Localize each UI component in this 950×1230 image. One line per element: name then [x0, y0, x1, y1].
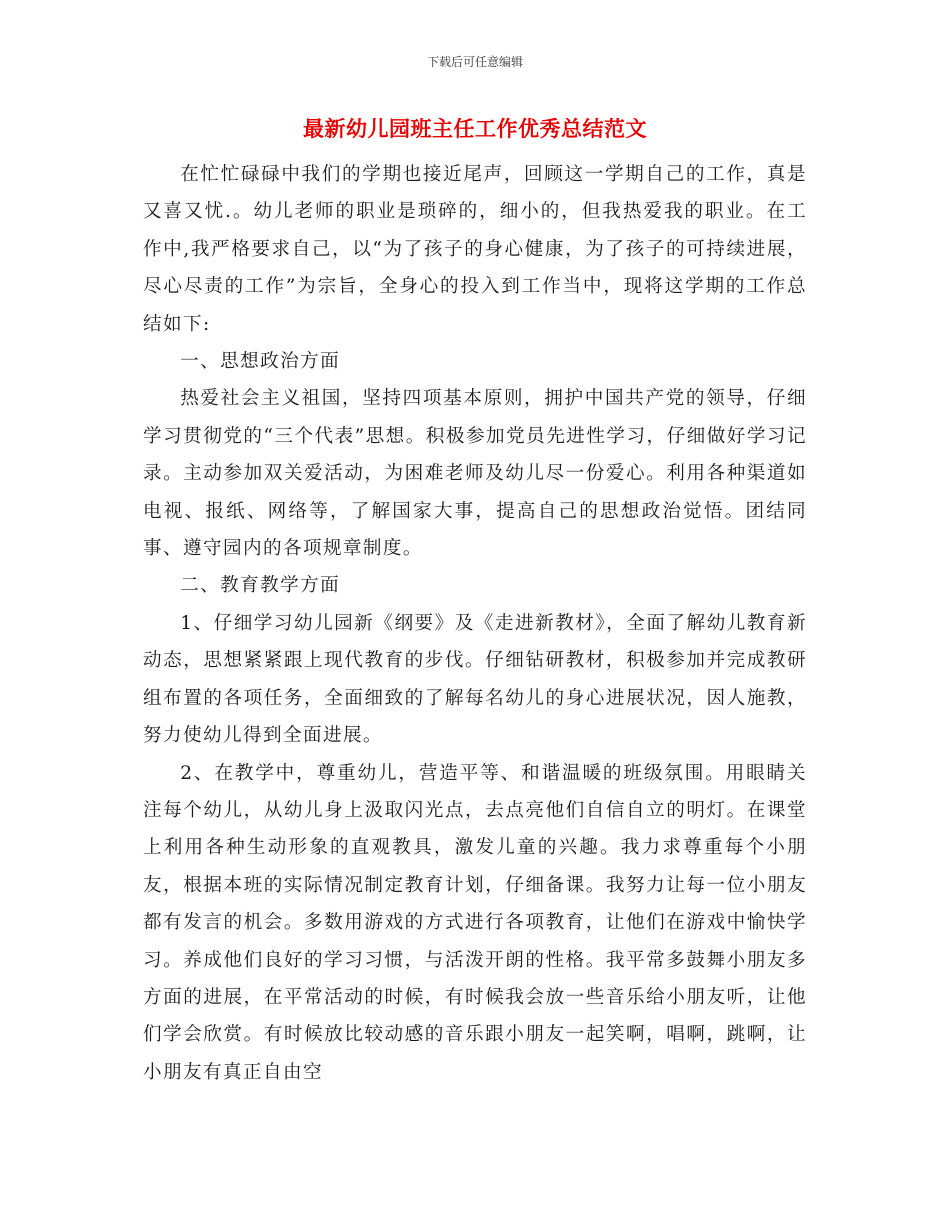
paragraph-political: 热爱社会主义祖国，坚持四项基本原则，拥护中国共产党的领导，仔细学习贯彻党的“三个代表”思想。积极参加党员先进性学习，仔细做好学习记录。主动参加双关爱活动，为困难老师及幼儿尽一份爱心。利用各种渠道如电视、报纸、网络等，了解国家大事，提高自己的思想政治觉悟。团结同事、遵守园内的各项规章制度。: [143, 388, 807, 560]
paragraph-intro: 在忙忙碌碌中我们的学期也接近尾声，回顾这一学期自己的工作，真是又喜又忧.。幼儿老师的职业是琐碎的，细小的，但我热爱我的职业。在工作中,我严格要求自己，以“为了孩子的身心健康，为了孩子的可持续进展，尽心尽责的工作”为宗旨，全身心的投入到工作当中，现将这学期的工作总结如下:: [143, 164, 807, 335]
section-heading-political: 一、思想政治方面: [180, 351, 341, 373]
document-body: [143, 156, 807, 1091]
section-heading-teaching: 二、教育教学方面: [180, 575, 341, 597]
paragraph-teaching-1: 1、仔细学习幼儿园新《纲要》及《走进新教材》，全面了解幼儿教育新动态，思想紧紧跟上现代教育的步伐。仔细钻研教材，积极参加并完成教研组布置的各项任务，全面细致的了解每名幼儿的身心进展状况，因人施教，努力使幼儿得到全面进展。: [143, 612, 807, 747]
paragraph-teaching-2: 2、在教学中，尊重幼儿，营造平等、和谐温暖的班级氛围。用眼睛关注每个幼儿，从幼儿身上汲取闪光点，去点亮他们自信自立的明灯。在课堂上利用各种生动形象的直观教具，激发儿童的兴趣。我力求尊重每个小朋友，根据本班的实际情况制定教育计划，仔细备课。我努力让每一位小朋友都有发言的机会。多数用游戏的方式进行各项教育，让他们在游戏中愉快学习。养成他们良好的学习习惯，与活泼开朗的性格。我平常多鼓舞小朋友多方面的进展，在平常活动的时候，有时候我会放一些音乐给小朋友听，让他们学会欣赏。有时候放比较动感的音乐跟小朋友一起笑啊，唱啊，跳啊，让小朋友有真正自由空: [143, 762, 807, 1083]
document-title: 最新幼儿园班主任工作优秀总结范文: [303, 116, 647, 141]
page-header-note: 下载后可任意编辑: [426, 55, 523, 69]
